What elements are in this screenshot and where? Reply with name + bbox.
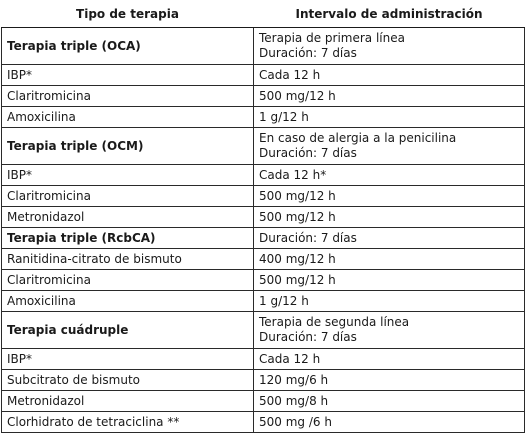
administration-interval — [254, 370, 525, 391]
therapy-name: Terapia triple (OCM) — [2, 128, 254, 165]
interval-line: 500 mg/12 h — [259, 272, 336, 287]
interval-line: 500 mg /6 h — [259, 414, 332, 429]
interval-line: Duración: 7 días — [259, 330, 357, 344]
interval-line: 400 mg/12 h — [259, 251, 336, 266]
table-row — [2, 186, 525, 207]
table-row — [2, 207, 525, 228]
interval-line: Duración: 7 días — [259, 230, 357, 245]
interval-line: Cada 12 h — [259, 67, 321, 82]
column-header-interval: Intervalo de administración — [254, 2, 525, 28]
interval-line: Duración: 7 días — [259, 146, 357, 160]
administration-interval — [254, 412, 525, 433]
drug-name: Claritromicina — [2, 86, 254, 107]
column-header-therapy-type: Tipo de terapia — [2, 2, 254, 28]
drug-name: Ranitidina-citrato de bismuto — [2, 249, 254, 270]
interval-line: Terapia de segunda línea — [259, 315, 410, 329]
table-row — [2, 65, 525, 86]
therapy-group-row — [2, 312, 525, 349]
table-row — [2, 107, 525, 128]
administration-interval — [254, 107, 525, 128]
administration-interval — [254, 65, 525, 86]
administration-interval — [254, 228, 525, 249]
drug-name: IBP* — [2, 65, 254, 86]
interval-line: 500 mg/12 h — [259, 88, 336, 103]
therapy-group-row — [2, 128, 525, 165]
interval-line: Duración: 7 días — [259, 46, 357, 60]
interval-line: 1 g/12 h — [259, 293, 309, 308]
administration-interval — [254, 270, 525, 291]
administration-interval — [254, 249, 525, 270]
drug-name: Amoxicilina — [2, 107, 254, 128]
table-row — [2, 270, 525, 291]
administration-interval — [254, 207, 525, 228]
table-row — [2, 86, 525, 107]
drug-name: Claritromicina — [2, 270, 254, 291]
drug-name: Subcitrato de bismuto — [2, 370, 254, 391]
therapy-group-row — [2, 228, 525, 249]
interval-line: En caso de alergia a la penicilina — [259, 131, 457, 145]
administration-interval — [254, 391, 525, 412]
interval-line: Cada 12 h* — [259, 167, 327, 182]
table-row — [2, 291, 525, 312]
therapy-group-row — [2, 28, 525, 65]
interval-line: 120 mg/6 h — [259, 372, 329, 387]
therapy-table — [1, 2, 525, 433]
therapy-name: Terapia cuádruple — [2, 312, 254, 349]
table-row — [2, 165, 525, 186]
table-row — [2, 391, 525, 412]
drug-name: Claritromicina — [2, 186, 254, 207]
interval-line: 500 mg/8 h — [259, 393, 329, 408]
interval-line: Cada 12 h — [259, 351, 321, 366]
administration-interval — [254, 186, 525, 207]
interval-line: 1 g/12 h — [259, 109, 309, 124]
interval-line: 500 mg/12 h — [259, 209, 336, 224]
administration-interval — [254, 28, 525, 65]
administration-interval — [254, 165, 525, 186]
drug-name: Metronidazol — [2, 207, 254, 228]
table-row — [2, 412, 525, 433]
table-row — [2, 249, 525, 270]
table-row — [2, 349, 525, 370]
table-header-row — [2, 2, 525, 28]
administration-interval — [254, 291, 525, 312]
table-row — [2, 370, 525, 391]
drug-name: Amoxicilina — [2, 291, 254, 312]
drug-name: IBP* — [2, 349, 254, 370]
therapy-name: Terapia triple (RcbCA) — [2, 228, 254, 249]
administration-interval — [254, 128, 525, 165]
drug-name: Clorhidrato de tetraciclina ** — [2, 412, 254, 433]
interval-line: Terapia de primera línea — [259, 31, 405, 45]
table-body — [2, 28, 525, 433]
drug-name: IBP* — [2, 165, 254, 186]
drug-name: Metronidazol — [2, 391, 254, 412]
administration-interval — [254, 349, 525, 370]
administration-interval — [254, 86, 525, 107]
therapy-name: Terapia triple (OCA) — [2, 28, 254, 65]
administration-interval — [254, 312, 525, 349]
interval-line: 500 mg/12 h — [259, 188, 336, 203]
